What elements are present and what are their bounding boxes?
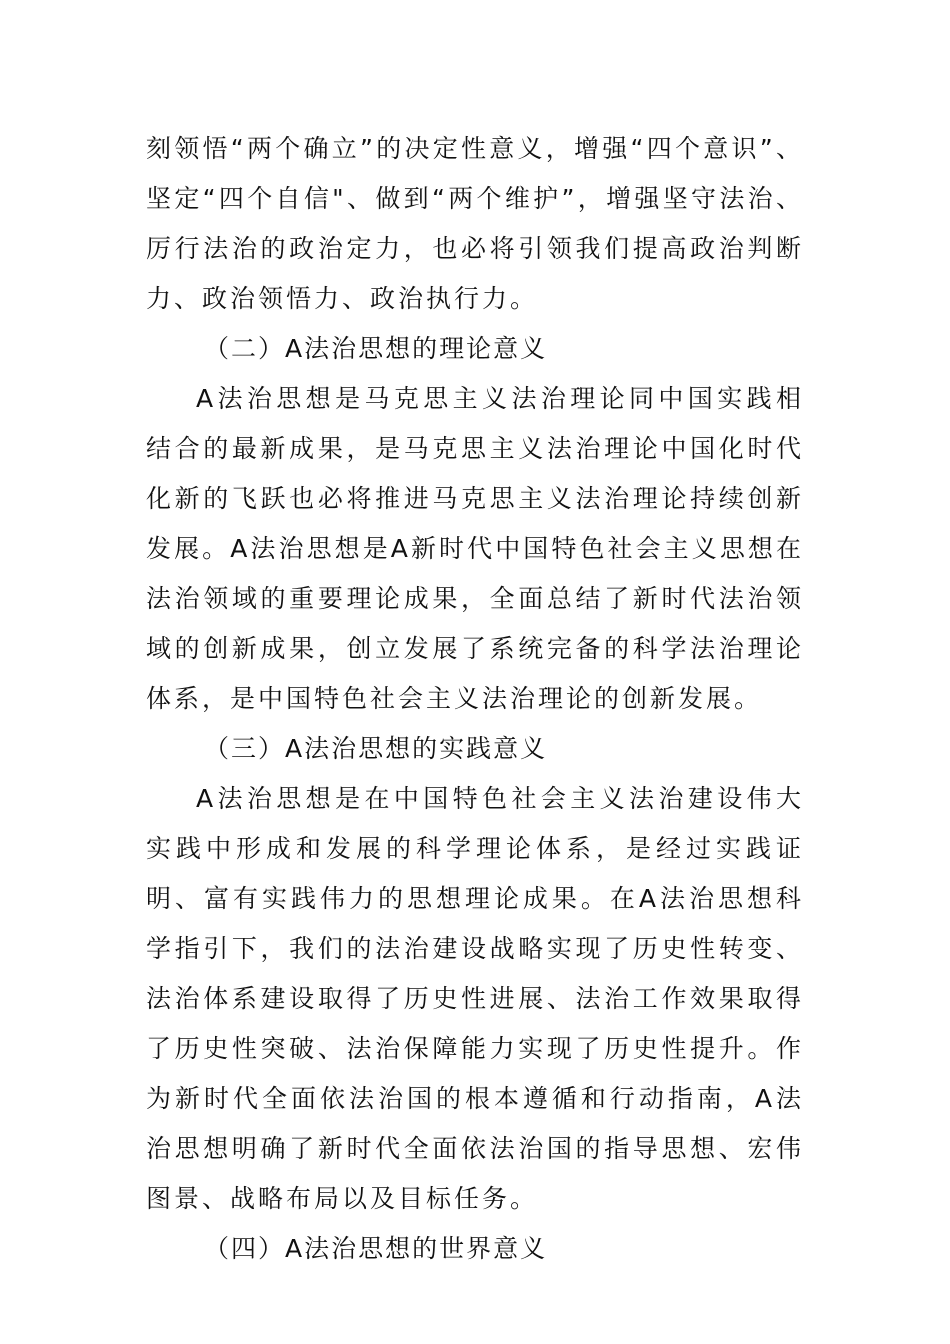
paragraph-practical-significance: A法治思想是在中国特色社会主义法治建设伟大实践中形成和发展的科学理论体系，是经过实践证明、富有实践伟力的思想理论成果。在A法治思想科学指引下，我们的法治建设战略实现了历史性转变、法治体系建设取得了历史性进展、法治工作效果取得了历史性突破、法治保障能力实现了历史性提升。作为新时代全面依法治国的根本遵循和行动指南，A法治思想明确了新时代全面依法治国的指导思想、宏伟图景、战略布局以及目标任务。 xyxy=(146,784,804,1213)
paragraph-continued: 刻领悟“两个确立”的决定性意义，增强“四个意识”、坚定“四个自信"、做到“两个维护”，增强坚守法治、厉行法治的政治定力，也必将引领我们提高政治判断力、政治领悟力、政治执行力。 xyxy=(146,134,804,313)
section-heading-practical-significance: （三）A法治思想的实践意义 xyxy=(204,734,548,763)
paragraph-theoretical-significance: A法治思想是马克思主义法治理论同中国实践相结合的最新成果，是马克思主义法治理论中国化时代化新的飞跃也必将推进马克思主义法治理论持续创新发展。A法治思想是A新时代中国特色社会主义思想在法治领域的重要理论成果，全面总结了新时代法治领域的创新成果，创立发展了系统完备的科学法治理论体系，是中国特色社会主义法治理论的创新发展。 xyxy=(146,384,804,713)
section-heading-theoretical-significance: （二）A法治思想的理论意义 xyxy=(204,334,548,363)
section-heading-world-significance: （四）A法治思想的世界意义 xyxy=(204,1234,548,1263)
document-body xyxy=(146,124,804,1274)
